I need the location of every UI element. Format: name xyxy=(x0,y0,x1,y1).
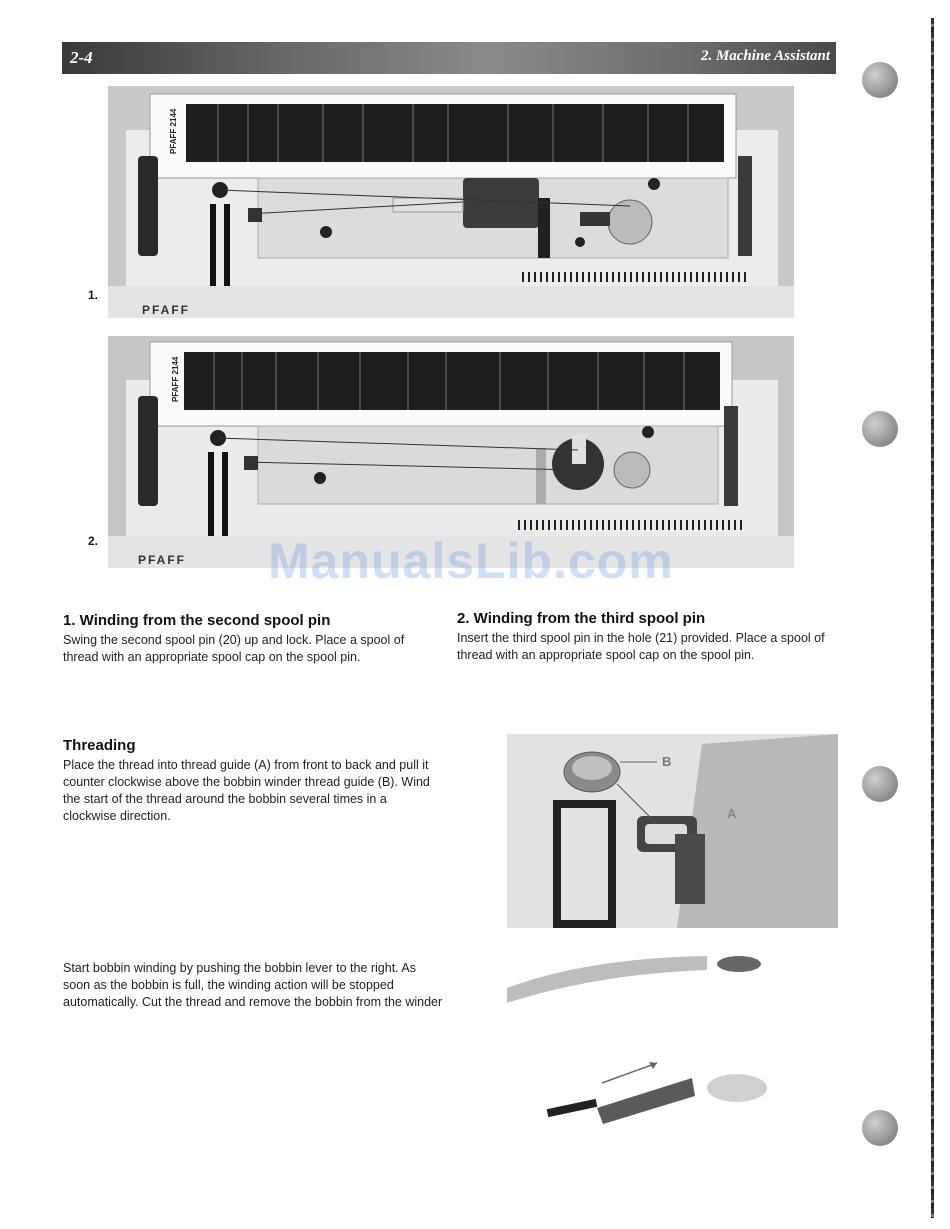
label-a: A xyxy=(727,806,737,821)
second-spool-title: 1. Winding from the second spool pin xyxy=(63,612,331,629)
figure-2-model: PFAFF 2144 xyxy=(171,356,180,402)
start-winding-body: Start bobbin winding by pushing the bobbin lever to the right. As soon as the bobbin is full, the winding action will be stopped automatically. Cut the thread and remove the bobbin from the winder xyxy=(63,961,443,1009)
third-spool-section xyxy=(457,610,827,664)
figure-2-label: 2. xyxy=(88,534,99,548)
winding-photo xyxy=(507,948,797,1128)
start-winding-section xyxy=(63,960,443,1011)
page-number: 2-4 xyxy=(70,48,93,67)
threading-photo xyxy=(507,734,838,928)
margin-dot-1 xyxy=(862,62,898,98)
margin-dot-4 xyxy=(862,1110,898,1146)
figure-1-drawing xyxy=(108,86,794,318)
label-b: B xyxy=(662,754,672,769)
second-spool-body: Swing the second spool pin (20) up and lock. Place a spool of thread with an appropriate spool cap on the spool pin. xyxy=(63,633,405,664)
figure-1-label: 1. xyxy=(88,288,99,302)
threading-section xyxy=(63,737,443,825)
figure-2-brand: PFAFF xyxy=(138,553,186,567)
page-header xyxy=(62,42,836,74)
margin-dot-2 xyxy=(862,411,898,447)
watermark: ManualsLib.com xyxy=(268,533,674,589)
winding-drawing xyxy=(507,948,797,1128)
margin-dot-3 xyxy=(862,766,898,802)
section-title: 2. Machine Assistant xyxy=(700,48,830,64)
figure-1-model: PFAFF 2144 xyxy=(169,108,178,154)
threading-title: Threading xyxy=(63,737,136,754)
page-edge xyxy=(931,18,934,1218)
second-spool-section xyxy=(63,612,443,666)
threading-body: Place the thread into thread guide (A) from front to back and pull it counter clockwise above the bobbin winder thread guide (B). Wind the start of the thread around the bobbin several times in a clockwise direction. xyxy=(63,758,430,823)
third-spool-title: 2. Winding from the third spool pin xyxy=(457,610,706,627)
threading-drawing xyxy=(507,734,838,928)
figure-1-photo xyxy=(108,86,794,318)
third-spool-body: Insert the third spool pin in the hole (21) provided. Place a spool of thread with an appropriate spool cap on the spool pin. xyxy=(457,631,825,662)
figure-1-brand: PFAFF xyxy=(142,303,190,317)
